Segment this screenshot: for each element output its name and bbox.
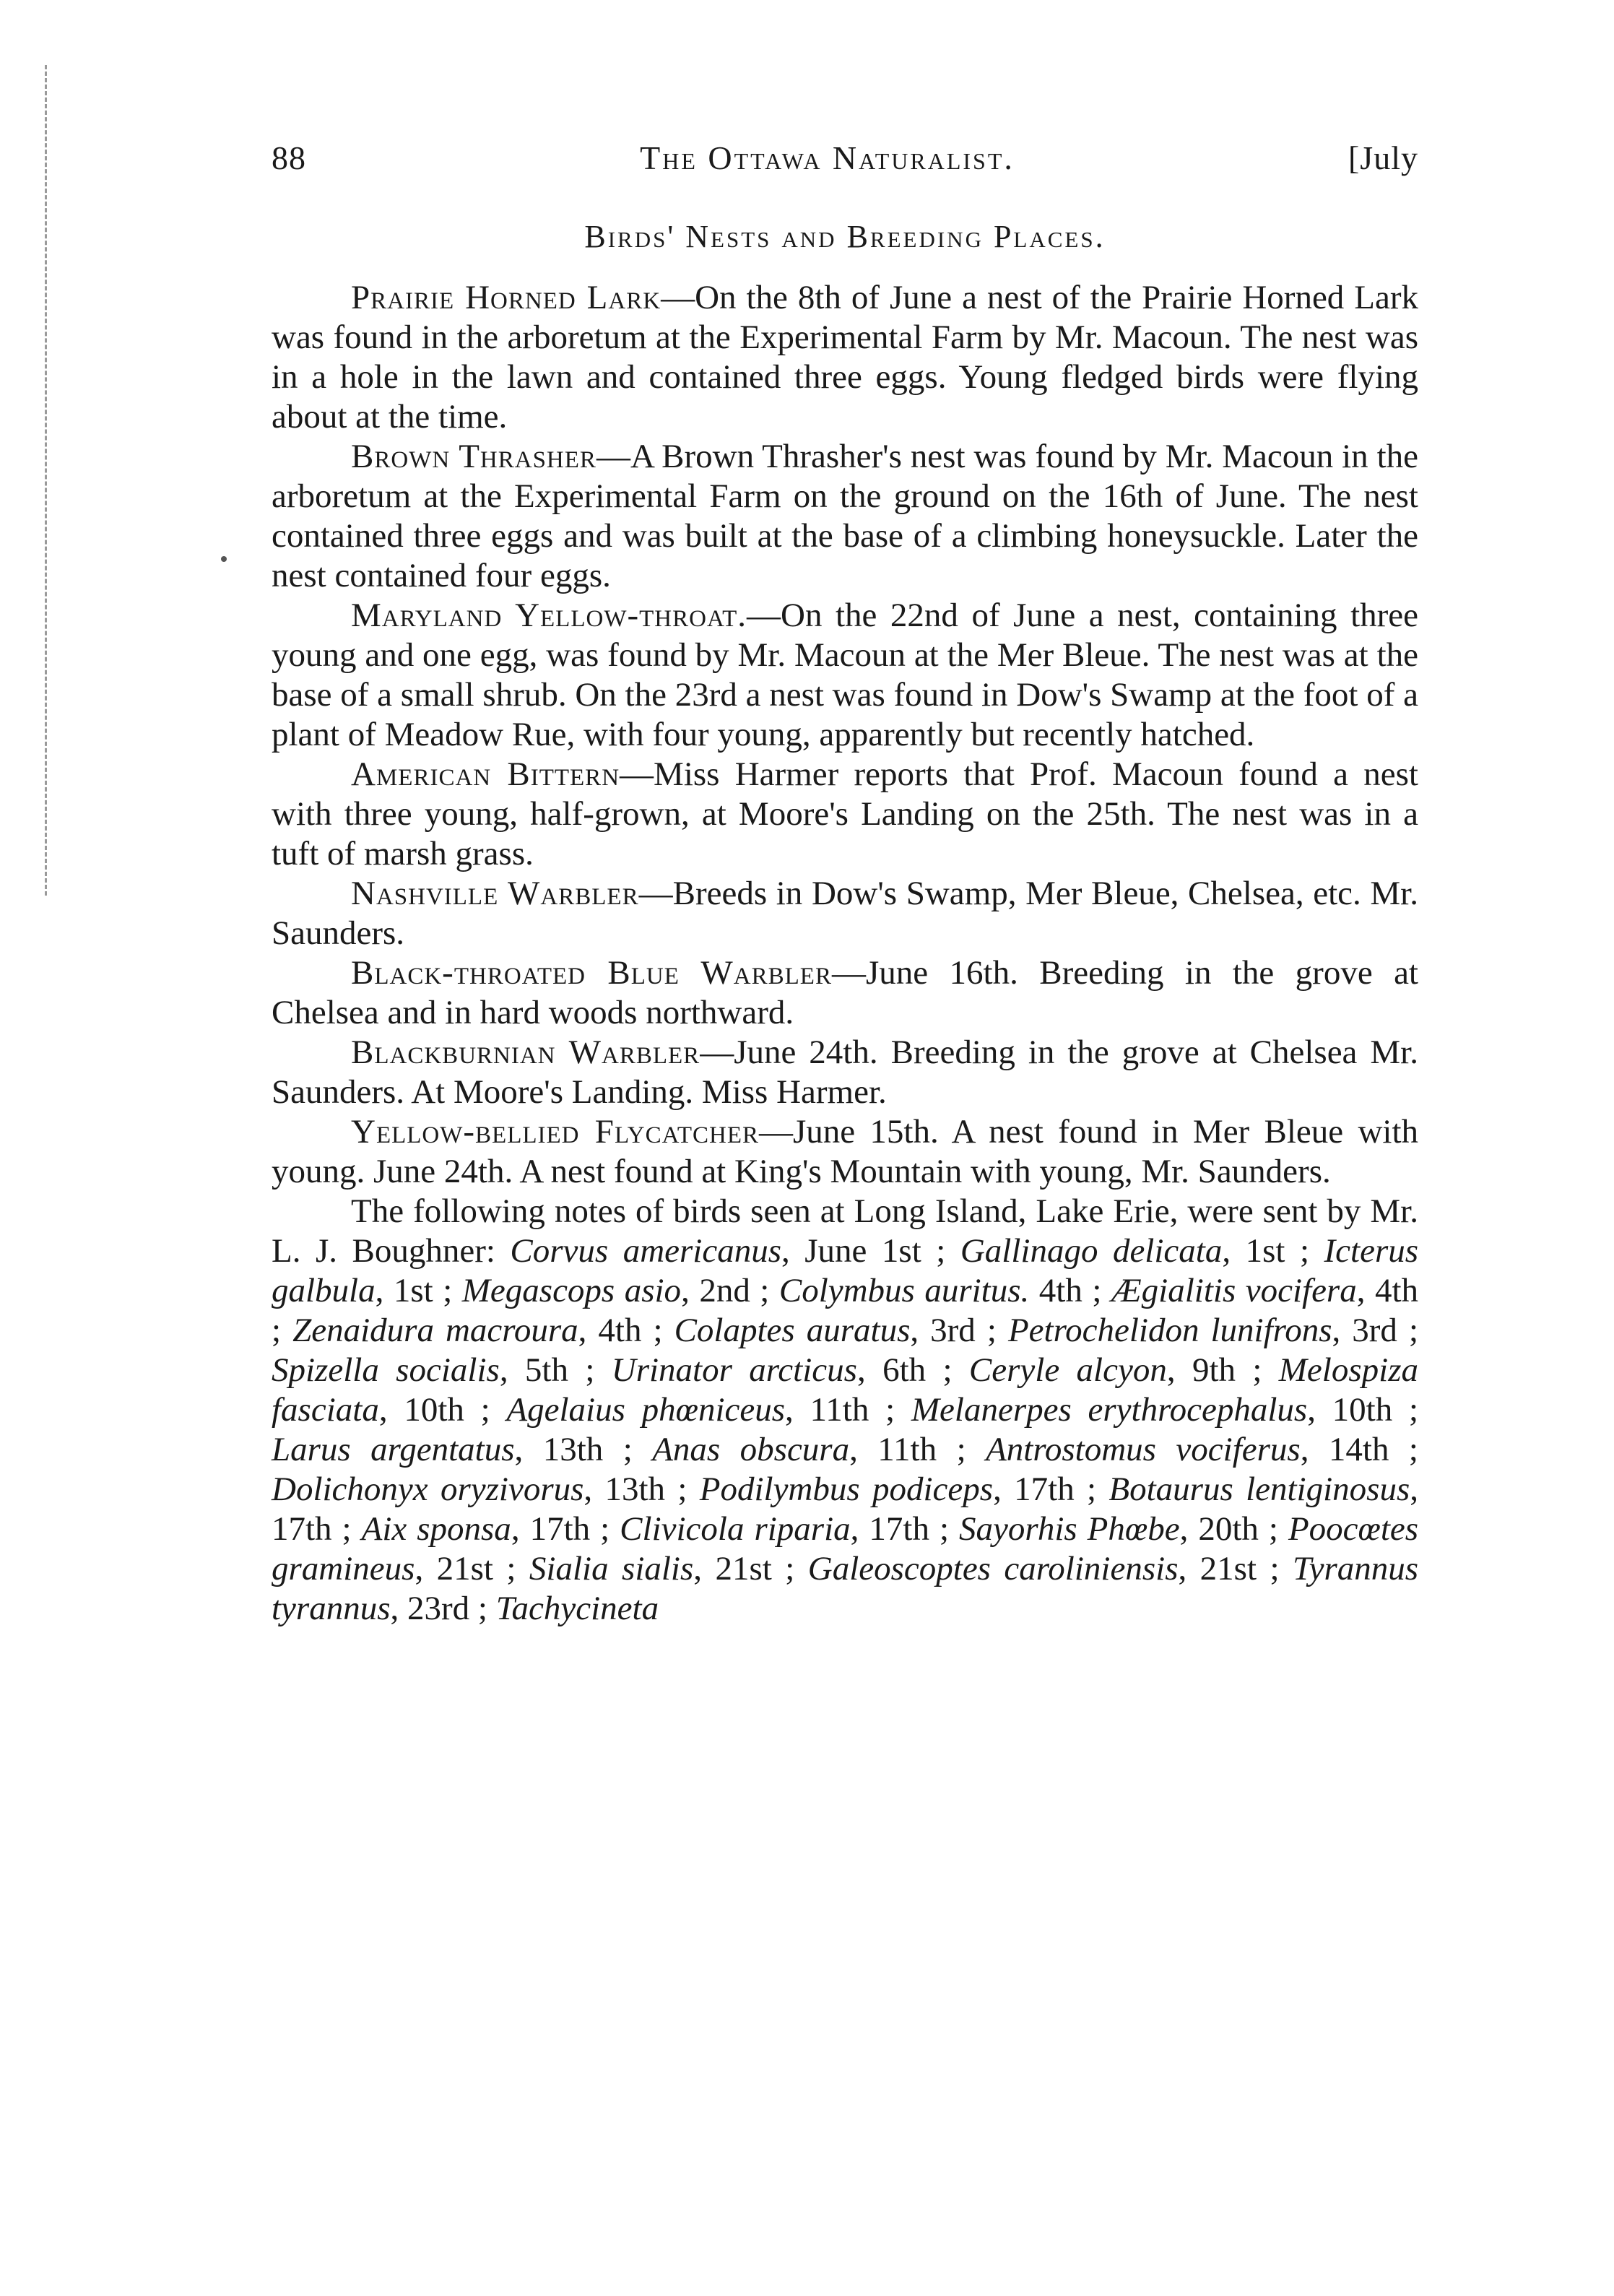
species-name: Blackburnian Warbler [351,1034,700,1071]
species-name: American Bittern [351,755,620,793]
species-name: Yellow-bellied Flycatcher [351,1113,759,1151]
species-latin-name: Aix sponsa [361,1510,511,1548]
species-entry [272,755,1418,874]
species-name: Brown Thrasher [351,438,596,475]
species-latin-name: Poocœtes gramineus [272,1510,1419,1587]
record-date: 21st [715,1550,772,1587]
record-date: 3rd [1352,1312,1397,1349]
record-date: 17th [1014,1470,1075,1508]
record-date: 6th [882,1351,927,1389]
species-latin-name: Petrochelidon lunifrons [1007,1312,1332,1349]
notes-intro: The following notes of birds seen at Long Island, Lake Erie, were sent by Mr. L. J. Boughner: [272,1192,1418,1270]
record-date: 1st [393,1272,433,1309]
species-latin-name: Zenaidura macroura [292,1312,578,1349]
species-latin-name: Spizella socialis [272,1351,500,1389]
species-latin-name: Dolichonyx oryzivorus [272,1470,584,1508]
record-date: 5th [524,1351,568,1389]
record-date: 2nd [699,1272,750,1309]
species-name: Prairie Horned Lark [351,279,661,316]
species-latin-name: Melospiza fasciata [272,1351,1418,1429]
species-latin-name: Colaptes auratus [674,1312,911,1349]
species-latin-name: Antrostomus vociferus [986,1431,1301,1468]
species-latin-name: Urinator arcticus [611,1351,857,1389]
record-date: 23rd [407,1590,470,1627]
species-latin-name: Sayorhis Phœbe [959,1510,1180,1548]
species-latin-name: Ægialitis vocifera [1111,1272,1357,1309]
entry-text: —June 15th. A nest found in Mer Bleue with young. June 24th. A nest found at King's Mountain with young, Mr. Saunders. [272,1113,1418,1190]
species-entry [272,278,1418,437]
record-date: 21st [1199,1550,1257,1587]
record-date: 11th [810,1391,869,1429]
running-head [272,139,1418,196]
record-date: 4th [1374,1272,1419,1309]
entry-text: —On the 8th of June a nest of the Prairie Horned Lark was found in the arboretum at the Experimental Farm by Mr. Macoun. The nest was in a hole in the lawn and contained three eggs. Young fledged birds were flying about at the time. [272,279,1418,436]
species-latin-name: Ceryle alcyon [968,1351,1167,1389]
species-latin-name: Megascops asio [461,1272,682,1309]
species-latin-name: Tachycineta [495,1590,659,1627]
species-latin-name: Gallinago delicata [960,1232,1223,1270]
record-date: 4th [598,1312,642,1349]
species-latin-name: Larus argentatus [272,1431,515,1468]
record-date: 17th [869,1510,929,1548]
species-latin-name: Anas obscura [652,1431,850,1468]
notes-paragraph: The following notes of birds seen at Long Island, Lake Erie, were sent by Mr. L. J. Boughner: Corvus americanus, June 1st ; Gallinago delicata, 1st ; Icterus galbula, 1st ; Megascops asio, 2nd ; Colymbus auritus. 4th ; Ægialitis vocifera, 4th ; Zenaidura macroura, 4th ; Colaptes auratus, 3rd ; Petrochelidon lunifrons, 3rd ; Spizella socialis, 5th ; Urinator arcticus, 6th ; Ceryle alcyon, 9th ; Melospiza fasciata, 10th ; Agelaius phœniceus, 11th ; Melanerpes erythrocephalus, 10th ; Larus argentatus, 13th ; Anas obscura, 11th ; Antrostomus vociferus, 14th ; Dolichonyx oryzivorus, 13th ; Podilymbus podiceps, 17th ; Botaurus lentiginosus, 17th ; Aix sponsa, 17th ; Clivicola riparia, 17th ; Sayorhis Phœbe, 20th ; Poocœtes gramineus, 21st ; Sialia sialis, 21st ; Galeoscoptes caroliniensis, 21st ; Tyrannus tyrannus, 23rd ; Tachycineta [272,1192,1419,1627]
species-name: Nashville Warbler [351,875,639,912]
record-date: 17th [272,1510,332,1548]
species-latin-name: Agelaius phœniceus [506,1391,786,1429]
section-title: Birds' Nests and Breeding Places. [584,219,1106,254]
record-date: 1st [1245,1232,1285,1270]
document-page [272,139,1418,1629]
page-number: 88 [272,139,306,176]
species-latin-name: Podilymbus podiceps [699,1470,994,1508]
record-date: 13th [604,1470,666,1508]
species-latin-name: Clivicola riparia [620,1510,851,1548]
margin-binding-marks [45,65,50,896]
species-entry [272,437,1418,596]
species-latin-name: Colymbus auritus. [778,1272,1030,1309]
record-date: 14th [1328,1431,1389,1468]
entry-text: —On the 22nd of June a nest, containing three young and one egg, was found by Mr. Macoun at the Mer Bleue. The nest was at the base of a small shrub. On the 23rd a nest was found in Dow's Swamp at the foot of a plant of Meadow Rue, with four young, apparently but recently hatched. [272,597,1418,753]
entry-text: —June 24th. Breeding in the grove at Chelsea Mr. Saunders. At Moore's Landing. Miss Harmer. [272,1034,1418,1111]
species-entry [272,953,1418,1033]
record-date: 13th [542,1431,604,1468]
species-latin-name: Corvus americanus [510,1232,782,1270]
record-date: 4th [1038,1272,1082,1309]
species-name: Black-throated Blue Warbler [351,954,832,992]
journal-title: The Ottawa Naturalist. [640,139,1015,176]
species-latin-name: Icterus galbula [272,1232,1419,1309]
entry-text: —Breeds in Dow's Swamp, Mer Bleue, Chelsea, etc. Mr. Saunders. [272,875,1418,952]
record-date: 20th [1198,1510,1259,1548]
record-date: June 1st [804,1232,921,1270]
record-date: 10th [1332,1391,1393,1429]
species-entry [272,874,1418,953]
issue-month: [July [1348,139,1418,176]
margin-dot [221,556,227,562]
entry-text: —A Brown Thrasher's nest was found by Mr. Macoun in the arboretum at the Experimental Farm on the ground on the 16th of June. The nest contained three eggs and was built at the base of a climbing honeysuckle. Later the nest contained four eggs. [272,438,1418,594]
species-entry [272,596,1418,755]
entry-text: —June 16th. Breeding in the grove at Chelsea and in hard woods northward. [272,954,1418,1031]
record-date: 21st [436,1550,493,1587]
species-latin-name: Tyrannus tyrannus [272,1550,1419,1627]
record-date: 9th [1192,1351,1236,1389]
species-name: Maryland Yellow-throat. [351,597,747,634]
species-entry [272,1112,1418,1192]
record-date: 3rd [930,1312,976,1349]
record-date: 11th [877,1431,937,1468]
species-latin-name: Melanerpes erythrocephalus [911,1391,1308,1429]
species-latin-name: Botaurus lentiginosus [1108,1470,1410,1508]
record-date: 17th [529,1510,591,1548]
species-latin-name: Galeoscoptes caroliniensis [807,1550,1179,1587]
record-date: 10th [404,1391,464,1429]
species-entry [272,1033,1418,1112]
entries-list [272,278,1418,1192]
entry-text: —Miss Harmer reports that Prof. Macoun found a nest with three young, half-grown, at Moore's Landing on the 25th. The nest was in a tuft of marsh grass. [272,755,1418,872]
species-latin-name: Sialia sialis [529,1550,694,1587]
